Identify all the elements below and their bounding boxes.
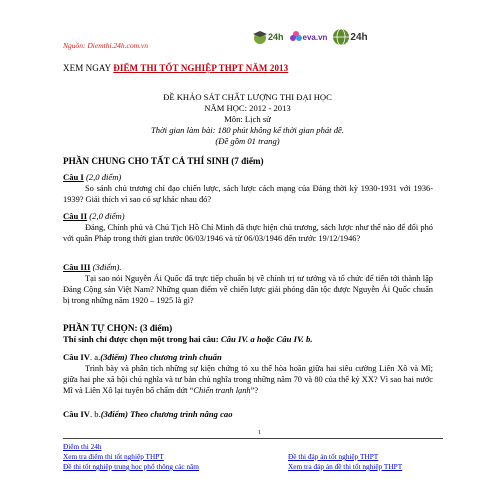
- logo-24h-text: 24h: [268, 32, 284, 42]
- graduation-cap-icon: [252, 29, 268, 45]
- exam-title: ĐỀ KHẢO SÁT CHẤT LƯỢNG THI ĐẠI HỌC: [163, 92, 332, 102]
- question-1-heading: [63, 172, 121, 182]
- promo-line: [63, 63, 288, 73]
- section-optional-title: PHẦN TỰ CHỌN: (3 điểm): [63, 323, 173, 333]
- globe-icon: [332, 28, 350, 46]
- exam-subject: Môn: Lịch sử: [224, 114, 271, 124]
- question-4b-sub: . b.: [89, 409, 101, 419]
- question-4b-label: Câu IV: [63, 409, 90, 419]
- promo-prefix: XEM NGAY: [63, 63, 111, 73]
- question-1-text: So sánh chủ trương chỉ đạo chiến lược, sách lược cách mạng của Đảng thời kỳ 1930-1931 với 1936- 1939? Giải thích vì sao có sự khác nhau đó?: [63, 184, 433, 205]
- footer-link-diemthi[interactable]: Điểm thi 24h: [63, 442, 102, 451]
- question-3-heading: [63, 262, 122, 272]
- exam-year: NĂM HỌC: 2012 - 2013: [204, 103, 291, 113]
- partner-logos: [252, 28, 368, 46]
- question-4b-points: (3điểm) Theo chương trình nâng cao: [100, 409, 233, 419]
- footer-link-xem-dap-an[interactable]: Xem tra đáp án đề thi tốt nghiệp THPT: [288, 462, 403, 471]
- instruction-prefix: Thí sinh chỉ được chọn một trong hai câu:: [63, 334, 221, 344]
- question-4a-heading: [63, 352, 222, 362]
- question-1-label: Câu I: [63, 172, 84, 182]
- question-4a-text: [63, 363, 433, 397]
- section-common-title: PHẦN CHUNG CHO TẤT CẢ THÍ SINH (7 điểm): [63, 156, 264, 166]
- section-optional-instruction: [63, 334, 313, 344]
- footer-link-xem-diem[interactable]: Xem tra điểm thi tốt nghiệp THPT: [63, 452, 164, 461]
- logo-24h-text-2: 24h: [350, 31, 368, 43]
- question-2-label: Câu II: [63, 211, 88, 221]
- promo-link[interactable]: ĐIỂM THI TỐT NGHIỆP THPT NĂM 2013: [113, 63, 289, 73]
- question-4a-text-main: Trình bày và phân tích những sự kiện chứng tỏ xu thế hòa hoãn giữa hai siêu cường Liên Xô và Mĩ; giữa hai phe xã hội chủ nghĩa và tư bản chủ nghĩa trong những năm 70 và 80 của thế kỷ XX? Vì sao hai nước Mĩ và Liên Xô lại tuyên bố chấm dứt “: [63, 364, 433, 396]
- question-4a-points: (3điểm) Theo chương trình chuẩn: [100, 352, 222, 362]
- question-2-points: (2,0 điểm): [89, 211, 125, 221]
- question-3-text: Tại sao nói Nguyễn Ái Quốc đã trực tiếp chuẩn bị về chính trị tư tưởng và tổ chức để tiến tới thành lập Đảng Cộng sản Việt Nam? Những quan điểm về chiến lược giải phóng dân tộc được Nguyễn Ái Quốc chuẩn bị trong những năm 1920 – 1925 là gì?: [63, 274, 433, 306]
- question-3-label: Câu III: [63, 262, 91, 272]
- exam-pages: (Đề gồm 01 trang): [215, 136, 280, 146]
- question-1-points: (2,0 điểm): [85, 172, 122, 182]
- question-4b-heading: [63, 409, 233, 419]
- footer-link-de-thi-dap-an[interactable]: Đề thi đáp án tốt nghiệp THPT: [288, 452, 379, 461]
- question-2-heading: [63, 211, 125, 221]
- source-label: Nguồn: Diemthi.24h.com.vn: [63, 41, 148, 50]
- eva-flower-icon: [289, 30, 303, 44]
- logo-eva[interactable]: [289, 30, 328, 44]
- footer-divider: [63, 438, 443, 439]
- exam-time: Thời gian làm bài: 180 phút không kể thời gian phát đề.: [151, 125, 344, 135]
- question-2-text: Đảng, Chính phủ và Chủ Tịch Hồ Chí Minh đã thực hiện chủ trương, sách lược như thế nào để đối phó với quân Pháp trong thời gian trước 06/03/1946 và từ 06/03/1946 đến trước 19/12/1946?: [63, 223, 433, 244]
- question-3-points: (3điểm).: [92, 262, 122, 272]
- question-4a-label: Câu IV: [63, 352, 90, 362]
- logo-24h[interactable]: [332, 28, 367, 46]
- logo-24h-thi[interactable]: [252, 29, 284, 45]
- question-4a-text-end: ”?: [250, 386, 259, 396]
- footer-link-de-thi-cac-nam[interactable]: Đề thi tốt nghiệp trung học phổ thông các năm: [63, 462, 199, 471]
- question-4a-text-italic: Chiến tranh lạnh: [193, 386, 251, 396]
- question-4a-sub: . a.: [89, 352, 101, 362]
- instruction-choice: Câu IV. a hoặc Câu IV. b.: [220, 334, 313, 344]
- logo-eva-text: eva.vn: [302, 32, 328, 42]
- page-number: 1: [258, 430, 261, 436]
